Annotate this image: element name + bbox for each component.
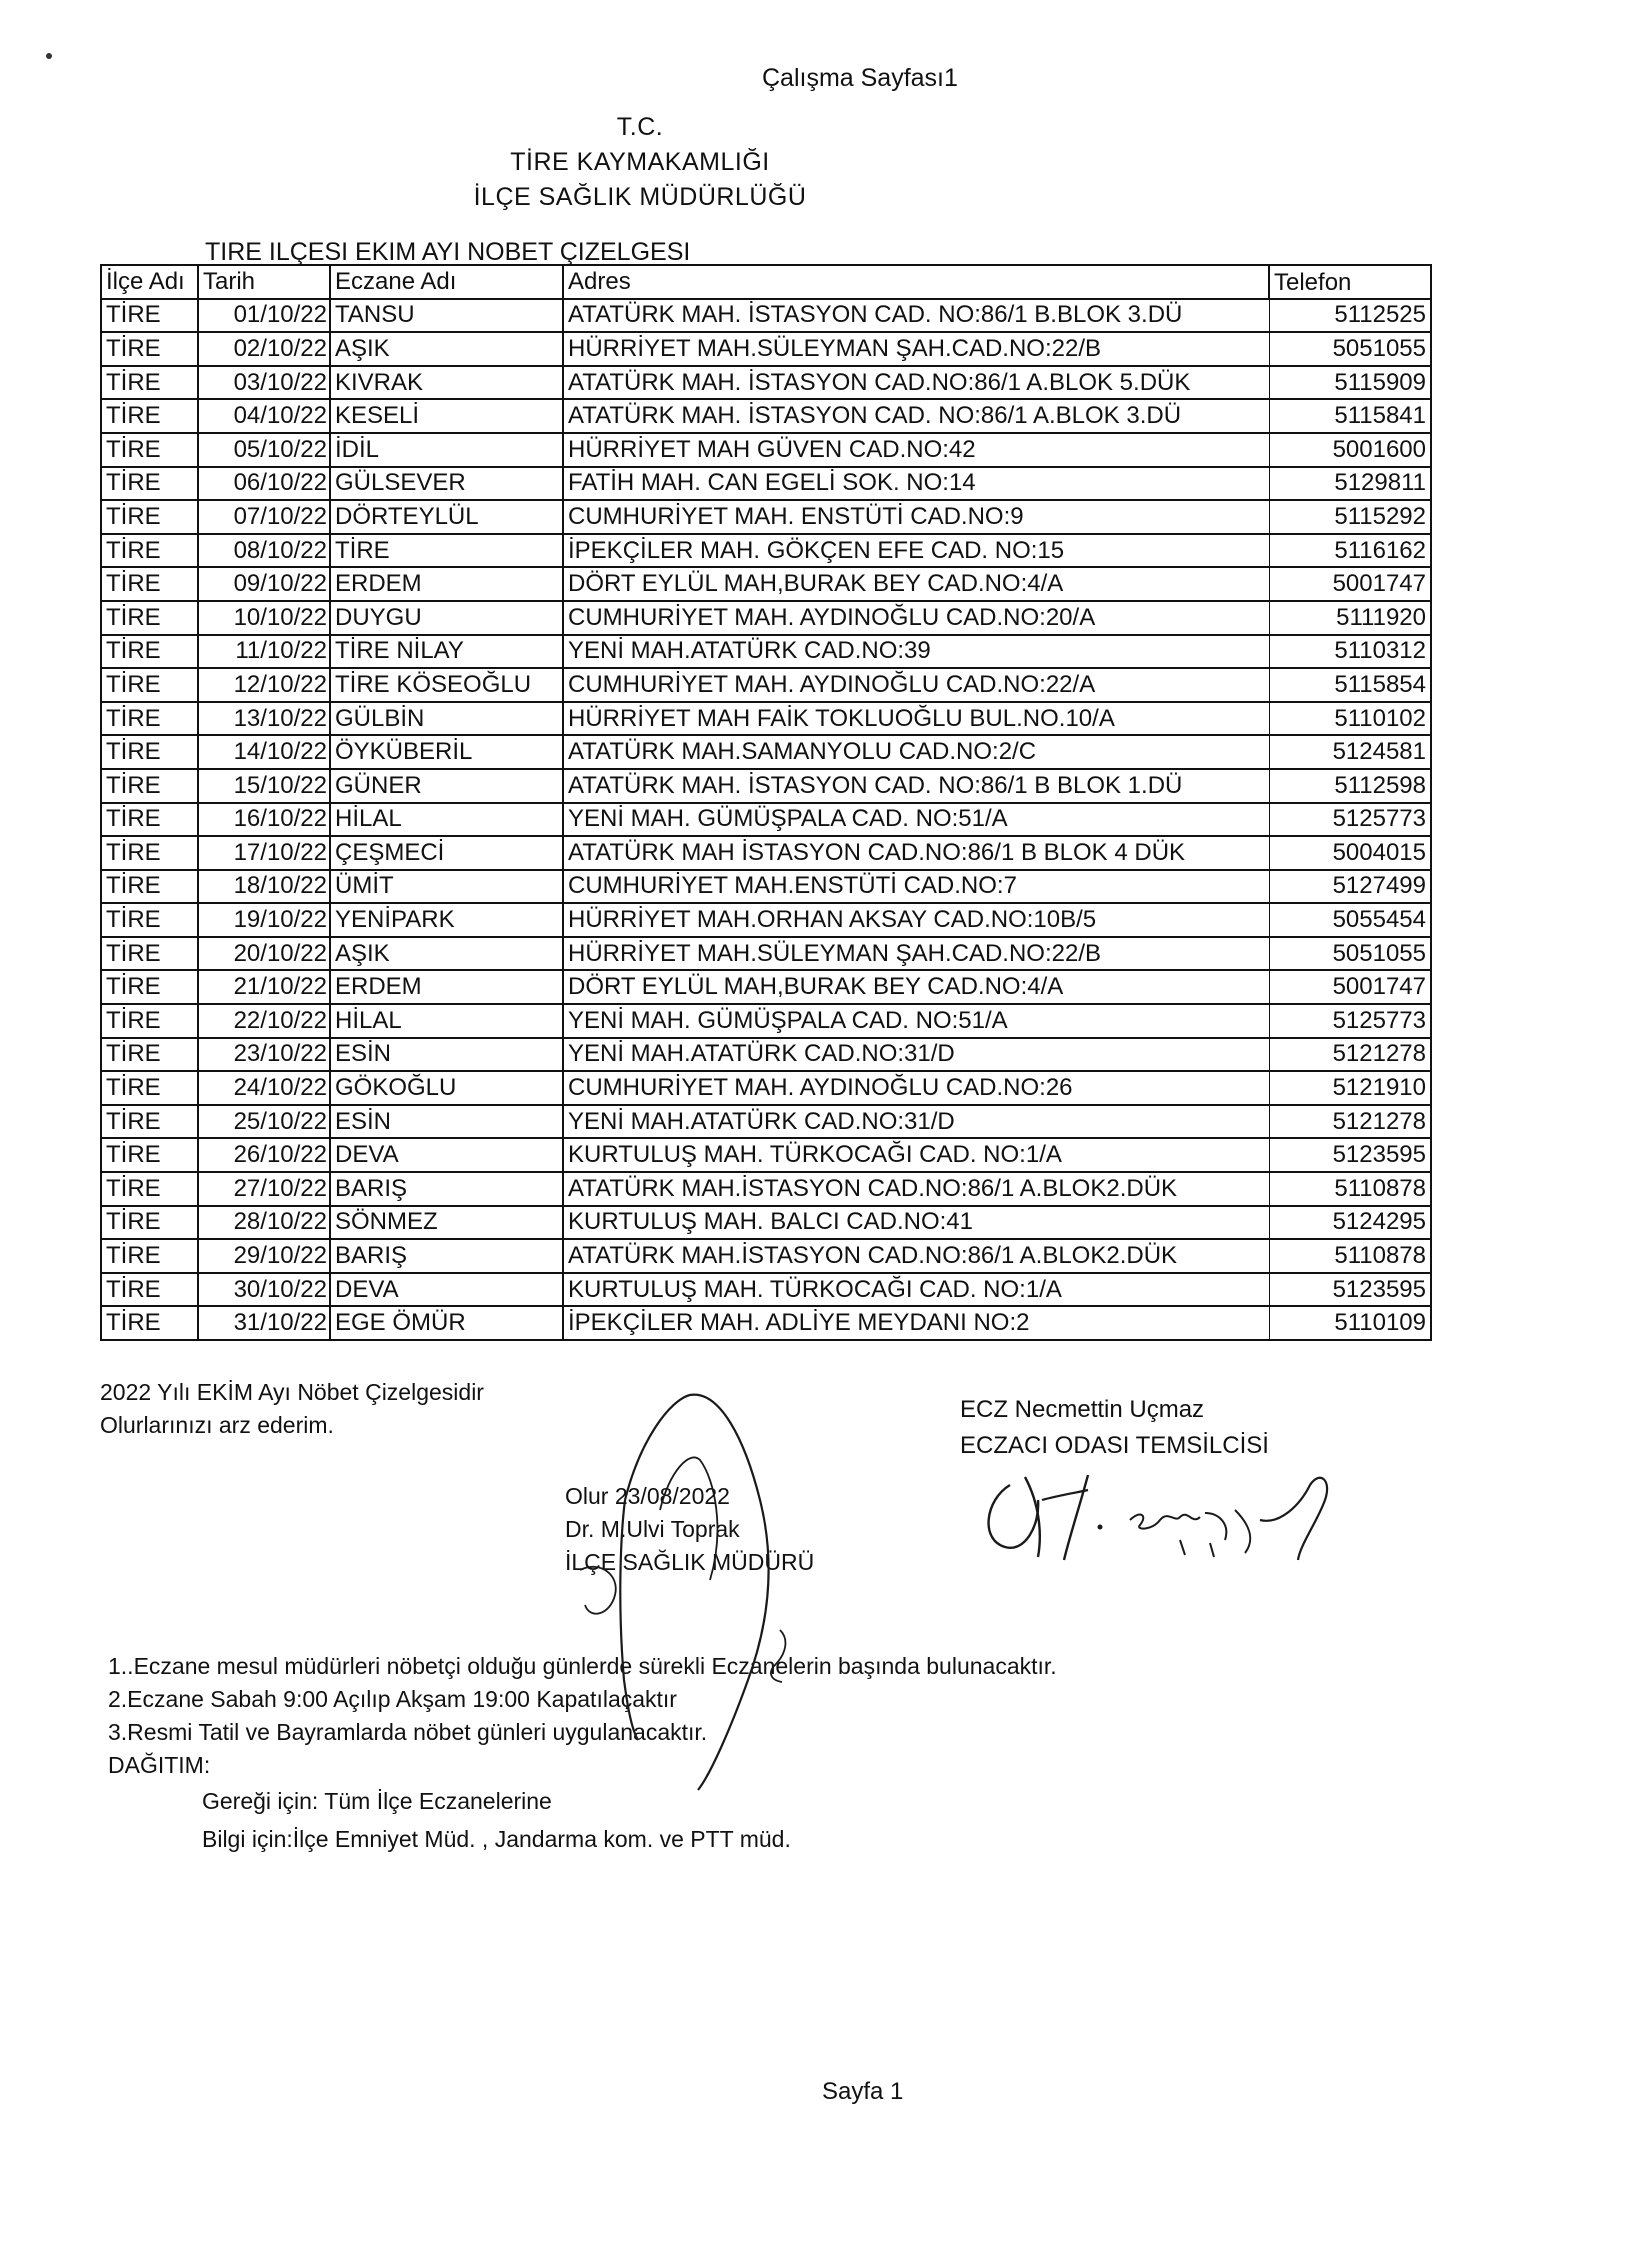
cell-pharmacy: AŞIK [330,332,563,366]
approval-date: Olur 23/08/2022 [565,1483,730,1509]
cell-date: 12/10/22 [198,668,330,702]
cell-date: 30/10/22 [198,1273,330,1307]
cell-district: TİRE [101,836,198,870]
cell-phone: 5115854 [1269,668,1431,702]
closing-note-line-2: Olurlarınızı arz ederim. [100,1412,334,1438]
cell-pharmacy: İDİL [330,433,563,467]
cell-phone: 5110312 [1269,635,1431,669]
table-row [101,1038,1431,1072]
table-row [101,433,1431,467]
cell-district: TİRE [101,1172,198,1206]
duty-schedule-table [100,264,1432,1341]
cell-phone: 5121910 [1269,1071,1431,1105]
cell-address: ATATÜRK MAH.İSTASYON CAD.NO:86/1 A.BLOK2.DÜK [563,1239,1269,1273]
cell-district: TİRE [101,399,198,433]
cell-phone: 5125773 [1269,803,1431,837]
cell-date: 22/10/22 [198,1004,330,1038]
table-row [101,702,1431,736]
cell-address: CUMHURİYET MAH. AYDINOĞLU CAD.NO:20/A [563,601,1269,635]
table-row [101,668,1431,702]
header-line-tc: T.C. [616,113,664,141]
cell-date: 18/10/22 [198,870,330,904]
cell-date: 13/10/22 [198,702,330,736]
cell-date: 06/10/22 [198,467,330,501]
cell-district: TİRE [101,970,198,1004]
cell-phone: 5110102 [1269,702,1431,736]
column-header-address: Adres [563,265,1269,299]
cell-district: TİRE [101,769,198,803]
cell-pharmacy: SÖNMEZ [330,1206,563,1240]
cell-date: 20/10/22 [198,937,330,971]
cell-date: 16/10/22 [198,803,330,837]
cell-pharmacy: ÖYKÜBERİL [330,735,563,769]
page-number: Sayfa 1 [822,2078,904,2105]
cell-pharmacy: ÇEŞMECİ [330,836,563,870]
cell-address: CUMHURİYET MAH. AYDINOĞLU CAD.NO:22/A [563,668,1269,702]
cell-phone: 5124295 [1269,1206,1431,1240]
cell-address: KURTULUŞ MAH. BALCI CAD.NO:41 [563,1206,1269,1240]
cell-pharmacy: HİLAL [330,803,563,837]
table-row [101,1306,1431,1340]
cell-pharmacy: GÜLBİN [330,702,563,736]
cell-phone: 5112598 [1269,769,1431,803]
cell-date: 31/10/22 [198,1306,330,1340]
cell-date: 03/10/22 [198,366,330,400]
cell-phone: 5110109 [1269,1306,1431,1340]
cell-date: 15/10/22 [198,769,330,803]
cell-pharmacy: DEVA [330,1273,563,1307]
table-row [101,735,1431,769]
cell-date: 25/10/22 [198,1105,330,1139]
cell-district: TİRE [101,332,198,366]
cell-pharmacy: HİLAL [330,1004,563,1038]
cell-phone: 5001747 [1269,567,1431,601]
cell-district: TİRE [101,668,198,702]
cell-phone: 5124581 [1269,735,1431,769]
column-header-date: Tarih [198,265,330,299]
table-body [101,299,1431,1340]
cell-phone: 5127499 [1269,870,1431,904]
table-row [101,601,1431,635]
table-row [101,903,1431,937]
table-row [101,1004,1431,1038]
cell-district: TİRE [101,1071,198,1105]
cell-district: TİRE [101,635,198,669]
cell-district: TİRE [101,1105,198,1139]
cell-address: ATATÜRK MAH. İSTASYON CAD.NO:86/1 A.BLOK 5.DÜK [563,366,1269,400]
cell-pharmacy: TİRE [330,534,563,568]
cell-pharmacy: GÜLSEVER [330,467,563,501]
cell-date: 02/10/22 [198,332,330,366]
sheet-name: Çalışma Sayfası1 [762,64,958,92]
cell-pharmacy: DEVA [330,1138,563,1172]
scan-speck [46,53,52,59]
distribution-label: DAĞITIM: [108,1752,211,1778]
cell-date: 05/10/22 [198,433,330,467]
table-row [101,1206,1431,1240]
cell-address: DÖRT EYLÜL MAH,BURAK BEY CAD.NO:4/A [563,970,1269,1004]
cell-address: İPEKÇİLER MAH. ADLİYE MEYDANI NO:2 [563,1306,1269,1340]
cell-district: TİRE [101,1004,198,1038]
note-item: 3.Resmi Tatil ve Bayramlarda nöbet günleri uygulanacaktır. [108,1719,708,1745]
table-row [101,366,1431,400]
cell-district: TİRE [101,1239,198,1273]
cell-date: 10/10/22 [198,601,330,635]
closing-note-line-1: 2022 Yılı EKİM Ayı Nöbet Çizelgesidir [100,1379,484,1405]
cell-address: ATATÜRK MAH.SAMANYOLU CAD.NO:2/C [563,735,1269,769]
cell-phone: 5121278 [1269,1105,1431,1139]
approval-name: Dr. M.Ulvi Toprak [565,1516,740,1542]
table-row [101,1138,1431,1172]
table-row [101,399,1431,433]
closing-note [100,1376,484,1442]
cell-date: 27/10/22 [198,1172,330,1206]
cell-date: 24/10/22 [198,1071,330,1105]
header-line-governorship: TİRE KAYMAKAMLIĞI [510,148,770,176]
header-line-health-directorate: İLÇE SAĞLIK MÜDÜRLÜĞÜ [473,183,807,211]
table-row [101,1273,1431,1307]
cell-phone: 5112525 [1269,299,1431,333]
cell-address: İPEKÇİLER MAH. GÖKÇEN EFE CAD. NO:15 [563,534,1269,568]
cell-pharmacy: TANSU [330,299,563,333]
cell-pharmacy: TİRE KÖSEOĞLU [330,668,563,702]
cell-pharmacy: ERDEM [330,567,563,601]
cell-date: 08/10/22 [198,534,330,568]
cell-phone: 5055454 [1269,903,1431,937]
cell-address: YENİ MAH. GÜMÜŞPALA CAD. NO:51/A [563,803,1269,837]
table-row [101,534,1431,568]
table-row [101,803,1431,837]
cell-district: TİRE [101,803,198,837]
cell-date: 23/10/22 [198,1038,330,1072]
cell-phone: 5123595 [1269,1273,1431,1307]
cell-district: TİRE [101,870,198,904]
cell-phone: 5001747 [1269,970,1431,1004]
cell-address: KURTULUŞ MAH. TÜRKOCAĞI CAD. NO:1/A [563,1138,1269,1172]
cell-address: HÜRRİYET MAH GÜVEN CAD.NO:42 [563,433,1269,467]
cell-pharmacy: GÖKOĞLU [330,1071,563,1105]
cell-pharmacy: YENİPARK [330,903,563,937]
cell-district: TİRE [101,903,198,937]
cell-district: TİRE [101,1206,198,1240]
cell-address: HÜRRİYET MAH.SÜLEYMAN ŞAH.CAD.NO:22/B [563,937,1269,971]
cell-pharmacy: ESİN [330,1105,563,1139]
table-row [101,567,1431,601]
cell-phone: 5125773 [1269,1004,1431,1038]
table-row [101,332,1431,366]
cell-address: KURTULUŞ MAH. TÜRKOCAĞI CAD. NO:1/A [563,1273,1269,1307]
cell-address: YENİ MAH.ATATÜRK CAD.NO:31/D [563,1105,1269,1139]
cell-district: TİRE [101,299,198,333]
cell-pharmacy: EGE ÖMÜR [330,1306,563,1340]
cell-address: DÖRT EYLÜL MAH,BURAK BEY CAD.NO:4/A [563,567,1269,601]
table-row [101,635,1431,669]
representative-title: ECZACI ODASI TEMSİLCİSİ [960,1432,1269,1459]
cell-date: 26/10/22 [198,1138,330,1172]
table-row [101,769,1431,803]
table-row [101,299,1431,333]
cell-pharmacy: ERDEM [330,970,563,1004]
cell-date: 04/10/22 [198,399,330,433]
cell-address: ATATÜRK MAH. İSTASYON CAD. NO:86/1 B BLOK 1.DÜ [563,769,1269,803]
cell-pharmacy: BARIŞ [330,1239,563,1273]
cell-pharmacy: ESİN [330,1038,563,1072]
cell-phone: 5001600 [1269,433,1431,467]
cell-district: TİRE [101,534,198,568]
column-header-district: İlçe Adı [101,265,198,299]
cell-date: 09/10/22 [198,567,330,601]
table-row [101,1239,1431,1273]
representative-signature-icon [980,1465,1360,1575]
column-header-phone: Telefon [1269,265,1431,299]
cell-phone: 5051055 [1269,332,1431,366]
table-row [101,970,1431,1004]
cell-district: TİRE [101,1306,198,1340]
cell-district: TİRE [101,1038,198,1072]
table-row [101,467,1431,501]
document-header [360,110,920,215]
cell-phone: 5129811 [1269,467,1431,501]
cell-address: HÜRRİYET MAH.ORHAN AKSAY CAD.NO:10B/5 [563,903,1269,937]
cell-district: TİRE [101,567,198,601]
pharmacist-representative [960,1392,1269,1464]
table-row [101,1105,1431,1139]
cell-phone: 5115909 [1269,366,1431,400]
cell-date: 19/10/22 [198,903,330,937]
cell-date: 01/10/22 [198,299,330,333]
cell-date: 11/10/22 [198,635,330,669]
cell-address: HÜRRİYET MAH.SÜLEYMAN ŞAH.CAD.NO:22/B [563,332,1269,366]
cell-pharmacy: ÜMİT [330,870,563,904]
cell-address: FATİH MAH. CAN EGELİ SOK. NO:14 [563,467,1269,501]
cell-phone: 5115292 [1269,500,1431,534]
note-item: 1..Eczane mesul müdürleri nöbetçi olduğu günlerde sürekli Eczanelerin başında bulunacaktır. [108,1653,1057,1679]
cell-phone: 5115841 [1269,399,1431,433]
cell-district: TİRE [101,735,198,769]
cell-address: YENİ MAH.ATATÜRK CAD.NO:31/D [563,1038,1269,1072]
cell-pharmacy: GÜNER [330,769,563,803]
cell-address: ATATÜRK MAH İSTASYON CAD.NO:86/1 B BLOK 4 DÜK [563,836,1269,870]
cell-district: TİRE [101,937,198,971]
cell-date: 14/10/22 [198,735,330,769]
distribution-line-2: Bilgi için:İlçe Emniyet Müd. , Jandarma kom. ve PTT müd. [202,1826,791,1852]
cell-address: YENİ MAH. GÜMÜŞPALA CAD. NO:51/A [563,1004,1269,1038]
cell-address: YENİ MAH.ATATÜRK CAD.NO:39 [563,635,1269,669]
cell-district: TİRE [101,366,198,400]
cell-phone: 5123595 [1269,1138,1431,1172]
cell-phone: 5121278 [1269,1038,1431,1072]
cell-district: TİRE [101,500,198,534]
cell-district: TİRE [101,601,198,635]
cell-pharmacy: AŞIK [330,937,563,971]
column-header-pharmacy: Eczane Adı [330,265,563,299]
distribution-line-1: Gereği için: Tüm İlçe Eczanelerine [202,1788,552,1814]
cell-address: ATATÜRK MAH. İSTASYON CAD. NO:86/1 B.BLOK 3.DÜ [563,299,1269,333]
table-title: TIRE ILÇESI EKIM AYI NOBET ÇIZELGESI [205,238,691,266]
cell-district: TİRE [101,433,198,467]
table-row [101,1172,1431,1206]
cell-date: 28/10/22 [198,1206,330,1240]
table-row [101,836,1431,870]
table-row [101,500,1431,534]
cell-phone: 5116162 [1269,534,1431,568]
cell-pharmacy: KIVRAK [330,366,563,400]
cell-district: TİRE [101,702,198,736]
cell-date: 17/10/22 [198,836,330,870]
note-item: 2.Eczane Sabah 9:00 Açılıp Akşam 19:00 Kapatılaçaktır [108,1686,677,1712]
cell-district: TİRE [101,467,198,501]
cell-pharmacy: DÖRTEYLÜL [330,500,563,534]
cell-phone: 5051055 [1269,937,1431,971]
cell-address: CUMHURİYET MAH. ENSTÜTİ CAD.NO:9 [563,500,1269,534]
cell-pharmacy: DUYGU [330,601,563,635]
cell-district: TİRE [101,1138,198,1172]
approval-title: İLÇE SAĞLIK MÜDÜRÜ [565,1549,815,1575]
cell-district: TİRE [101,1273,198,1307]
cell-pharmacy: TİRE NİLAY [330,635,563,669]
director-signature-icon [520,1380,860,1800]
cell-pharmacy: BARIŞ [330,1172,563,1206]
representative-name: ECZ Necmettin Uçmaz [960,1396,1205,1423]
cell-address: HÜRRİYET MAH FAİK TOKLUOĞLU BUL.NO.10/A [563,702,1269,736]
table-header-row [101,265,1431,299]
table-row [101,1071,1431,1105]
cell-phone: 5110878 [1269,1239,1431,1273]
cell-address: CUMHURİYET MAH.ENSTÜTİ CAD.NO:7 [563,870,1269,904]
cell-address: ATATÜRK MAH. İSTASYON CAD. NO:86/1 A.BLOK 3.DÜ [563,399,1269,433]
cell-phone: 5110878 [1269,1172,1431,1206]
cell-date: 07/10/22 [198,500,330,534]
cell-date: 29/10/22 [198,1239,330,1273]
cell-pharmacy: KESELİ [330,399,563,433]
cell-phone: 5004015 [1269,836,1431,870]
cell-date: 21/10/22 [198,970,330,1004]
cell-address: CUMHURİYET MAH. AYDINOĞLU CAD.NO:26 [563,1071,1269,1105]
table-row [101,937,1431,971]
cell-address: ATATÜRK MAH.İSTASYON CAD.NO:86/1 A.BLOK2.DÜK [563,1172,1269,1206]
table-row [101,870,1431,904]
cell-phone: 5111920 [1269,601,1431,635]
